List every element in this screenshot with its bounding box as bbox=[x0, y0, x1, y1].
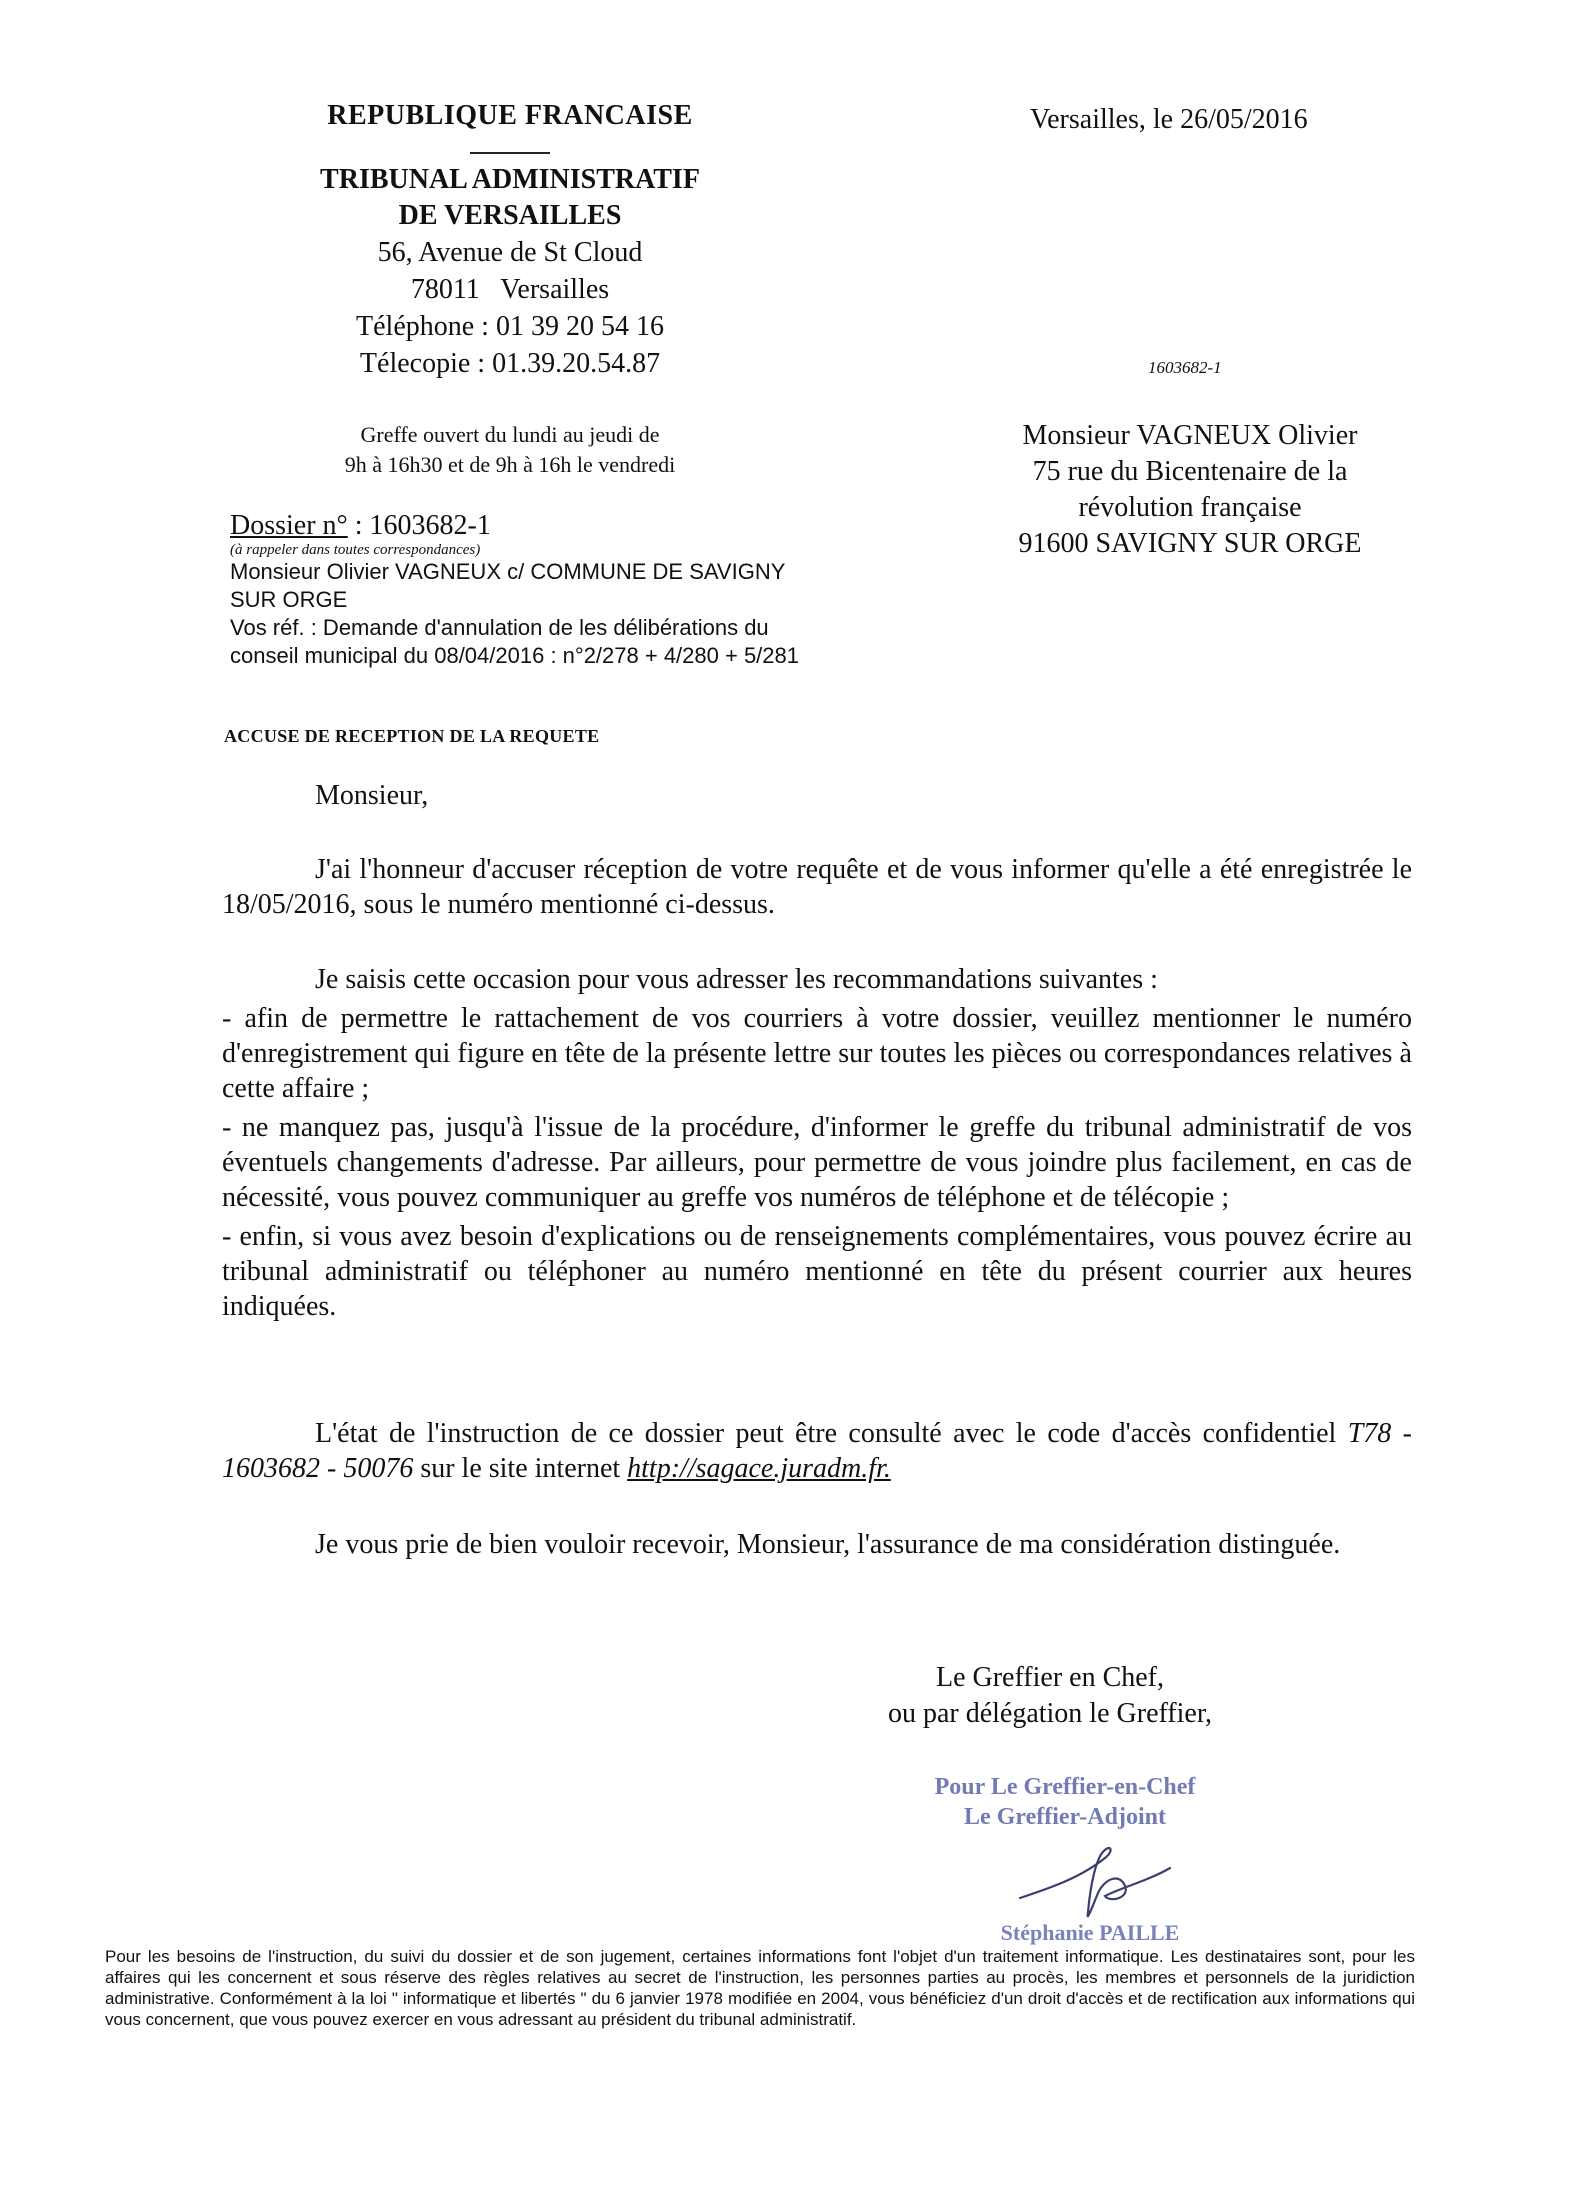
privacy-footer: Pour les besoins de l'instruction, du suivi du dossier et de son jugement, certaines informations font l'objet d'un traitement informatique. Les destinataires sont, pour les affaires qui les concernent et sous réserve des règles relatives au secret de l'instruction, les personnes parties au procès, les membres et personnels de la juridiction administrative. Conformément à la loi " informatique et libertés " du 6 janvier 1978 modifiée en 2004, vous bénéficiez d'un droit d'accès et de rectification aux informations qui vous concernent, que vous pouvez exercer en vous adressant au président du tribunal administratif. bbox=[105, 1947, 1415, 2029]
access-text-b: sur le site internet bbox=[413, 1453, 628, 1484]
court-city: 78011 Versailles bbox=[410, 274, 610, 305]
stamp-signatory-name: Stéphanie PAILLE bbox=[1000, 1920, 1180, 1945]
office-hours-line2: 9h à 16h30 et de 9h à 16h le vendredi bbox=[344, 452, 676, 477]
signature-title bbox=[850, 1660, 1250, 1732]
website-link[interactable]: http://sagace.juradm.fr. bbox=[627, 1453, 891, 1484]
stamp-line1: Pour Le Greffier-en-Chef bbox=[934, 1774, 1196, 1800]
dossier-value: : 1603682-1 bbox=[347, 510, 491, 541]
recipient-address bbox=[990, 418, 1390, 562]
dossier-parties: Monsieur Olivier VAGNEUX c/ COMMUNE DE SAVIGNY SUR ORGE bbox=[230, 559, 785, 612]
access-text-a: L'état de l'instruction de ce dossier peut être consulté avec le code d'accès confidentiel bbox=[315, 1418, 1348, 1449]
salutation: Monsieur, bbox=[315, 780, 429, 811]
recommendations-intro: Je saisis cette occasion pour vous adresser les recommandations suivantes : bbox=[315, 964, 1158, 995]
signature-title-line2: ou par délégation le Greffier, bbox=[887, 1698, 1213, 1729]
recipient-street1: 75 rue du Bicentenaire de la bbox=[1032, 456, 1348, 487]
recipient-street2: révolution française bbox=[1078, 492, 1302, 523]
header-divider bbox=[470, 152, 550, 154]
dossier-your-reference: Vos réf. : Demande d'annulation de les délibérations du conseil municipal du 08/04/2016 : n°2/278 + 4/280 + 5/281 bbox=[230, 615, 800, 668]
recipient-city: 91600 SAVIGNY SUR ORGE bbox=[1018, 528, 1362, 559]
paragraph-access-code bbox=[222, 1416, 1412, 1486]
stamp-line2: Le Greffier-Adjoint bbox=[964, 1804, 1166, 1830]
dossier-note: (à rappeler dans toutes correspondances) bbox=[230, 542, 481, 558]
court-name-line1: TRIBUNAL ADMINISTRATIF bbox=[320, 164, 700, 195]
dossier-block bbox=[230, 510, 830, 670]
paragraph-closing: Je vous prie de bien vouloir recevoir, Monsieur, l'assurance de ma considération distinguée. bbox=[315, 1529, 1341, 1560]
letter-subject: ACCUSE DE RECEPTION DE LA REQUETE bbox=[224, 726, 600, 746]
recommendation-item-1: - afin de permettre le rattachement de vos courriers à votre dossier, veuillez mentionner le numéro d'enregistrement qui figure en tête de la présente lettre sur toutes les pièces ou correspondances relatives à cette affaire ; bbox=[222, 1003, 1412, 1104]
recommendation-item-2: - ne manquez pas, jusqu'à l'issue de la procédure, d'informer le greffe du tribunal administratif de vos éventuels changements d'adresse. Par ailleurs, pour permettre de vous joindre plus facilement, en cas de nécessité, vous pouvez communiquer au greffe vos numéros de téléphone et de télécopie ; bbox=[222, 1112, 1412, 1213]
court-name-line2: DE VERSAILLES bbox=[398, 200, 622, 231]
handwritten-signature bbox=[1010, 1838, 1180, 1928]
office-hours bbox=[250, 420, 770, 480]
dossier-label: Dossier n° bbox=[230, 510, 348, 541]
signature-title-line1: Le Greffier en Chef, bbox=[935, 1662, 1165, 1693]
recommendation-item-3: - enfin, si vous avez besoin d'explications ou de renseignements complémentaires, vous pouvez écrire au tribunal administratif ou téléphoner au numéro mentionné en tête du présent courrier aux heures indiquées. bbox=[222, 1221, 1412, 1322]
recipient-name: Monsieur VAGNEUX Olivier bbox=[1022, 420, 1358, 451]
court-phone: Téléphone : 01 39 20 54 16 bbox=[356, 311, 664, 342]
office-hours-line1: Greffe ouvert du lundi au jeudi de bbox=[360, 422, 660, 447]
dossier-number bbox=[230, 510, 830, 542]
access-code: T78 - 1603682 - 50076 bbox=[222, 1418, 1412, 1484]
paragraph-recommendations bbox=[222, 962, 1412, 1326]
court-header bbox=[230, 100, 790, 382]
reference-number-small: 1603682-1 bbox=[1148, 358, 1222, 377]
paragraph-acknowledgement: J'ai l'honneur d'accuser réception de votre requête et de vous informer qu'elle a été enregistrée le 18/05/2016, sous le numéro mentionné ci-dessus. bbox=[222, 854, 1412, 920]
court-address: 56, Avenue de St Cloud bbox=[377, 237, 643, 268]
signature-stamp bbox=[880, 1772, 1250, 1832]
letter-date: Versailles, le 26/05/2016 bbox=[1030, 104, 1308, 135]
republic-title: REPUBLIQUE FRANCAISE bbox=[327, 100, 693, 131]
court-fax: Télecopie : 01.39.20.54.87 bbox=[359, 348, 661, 379]
